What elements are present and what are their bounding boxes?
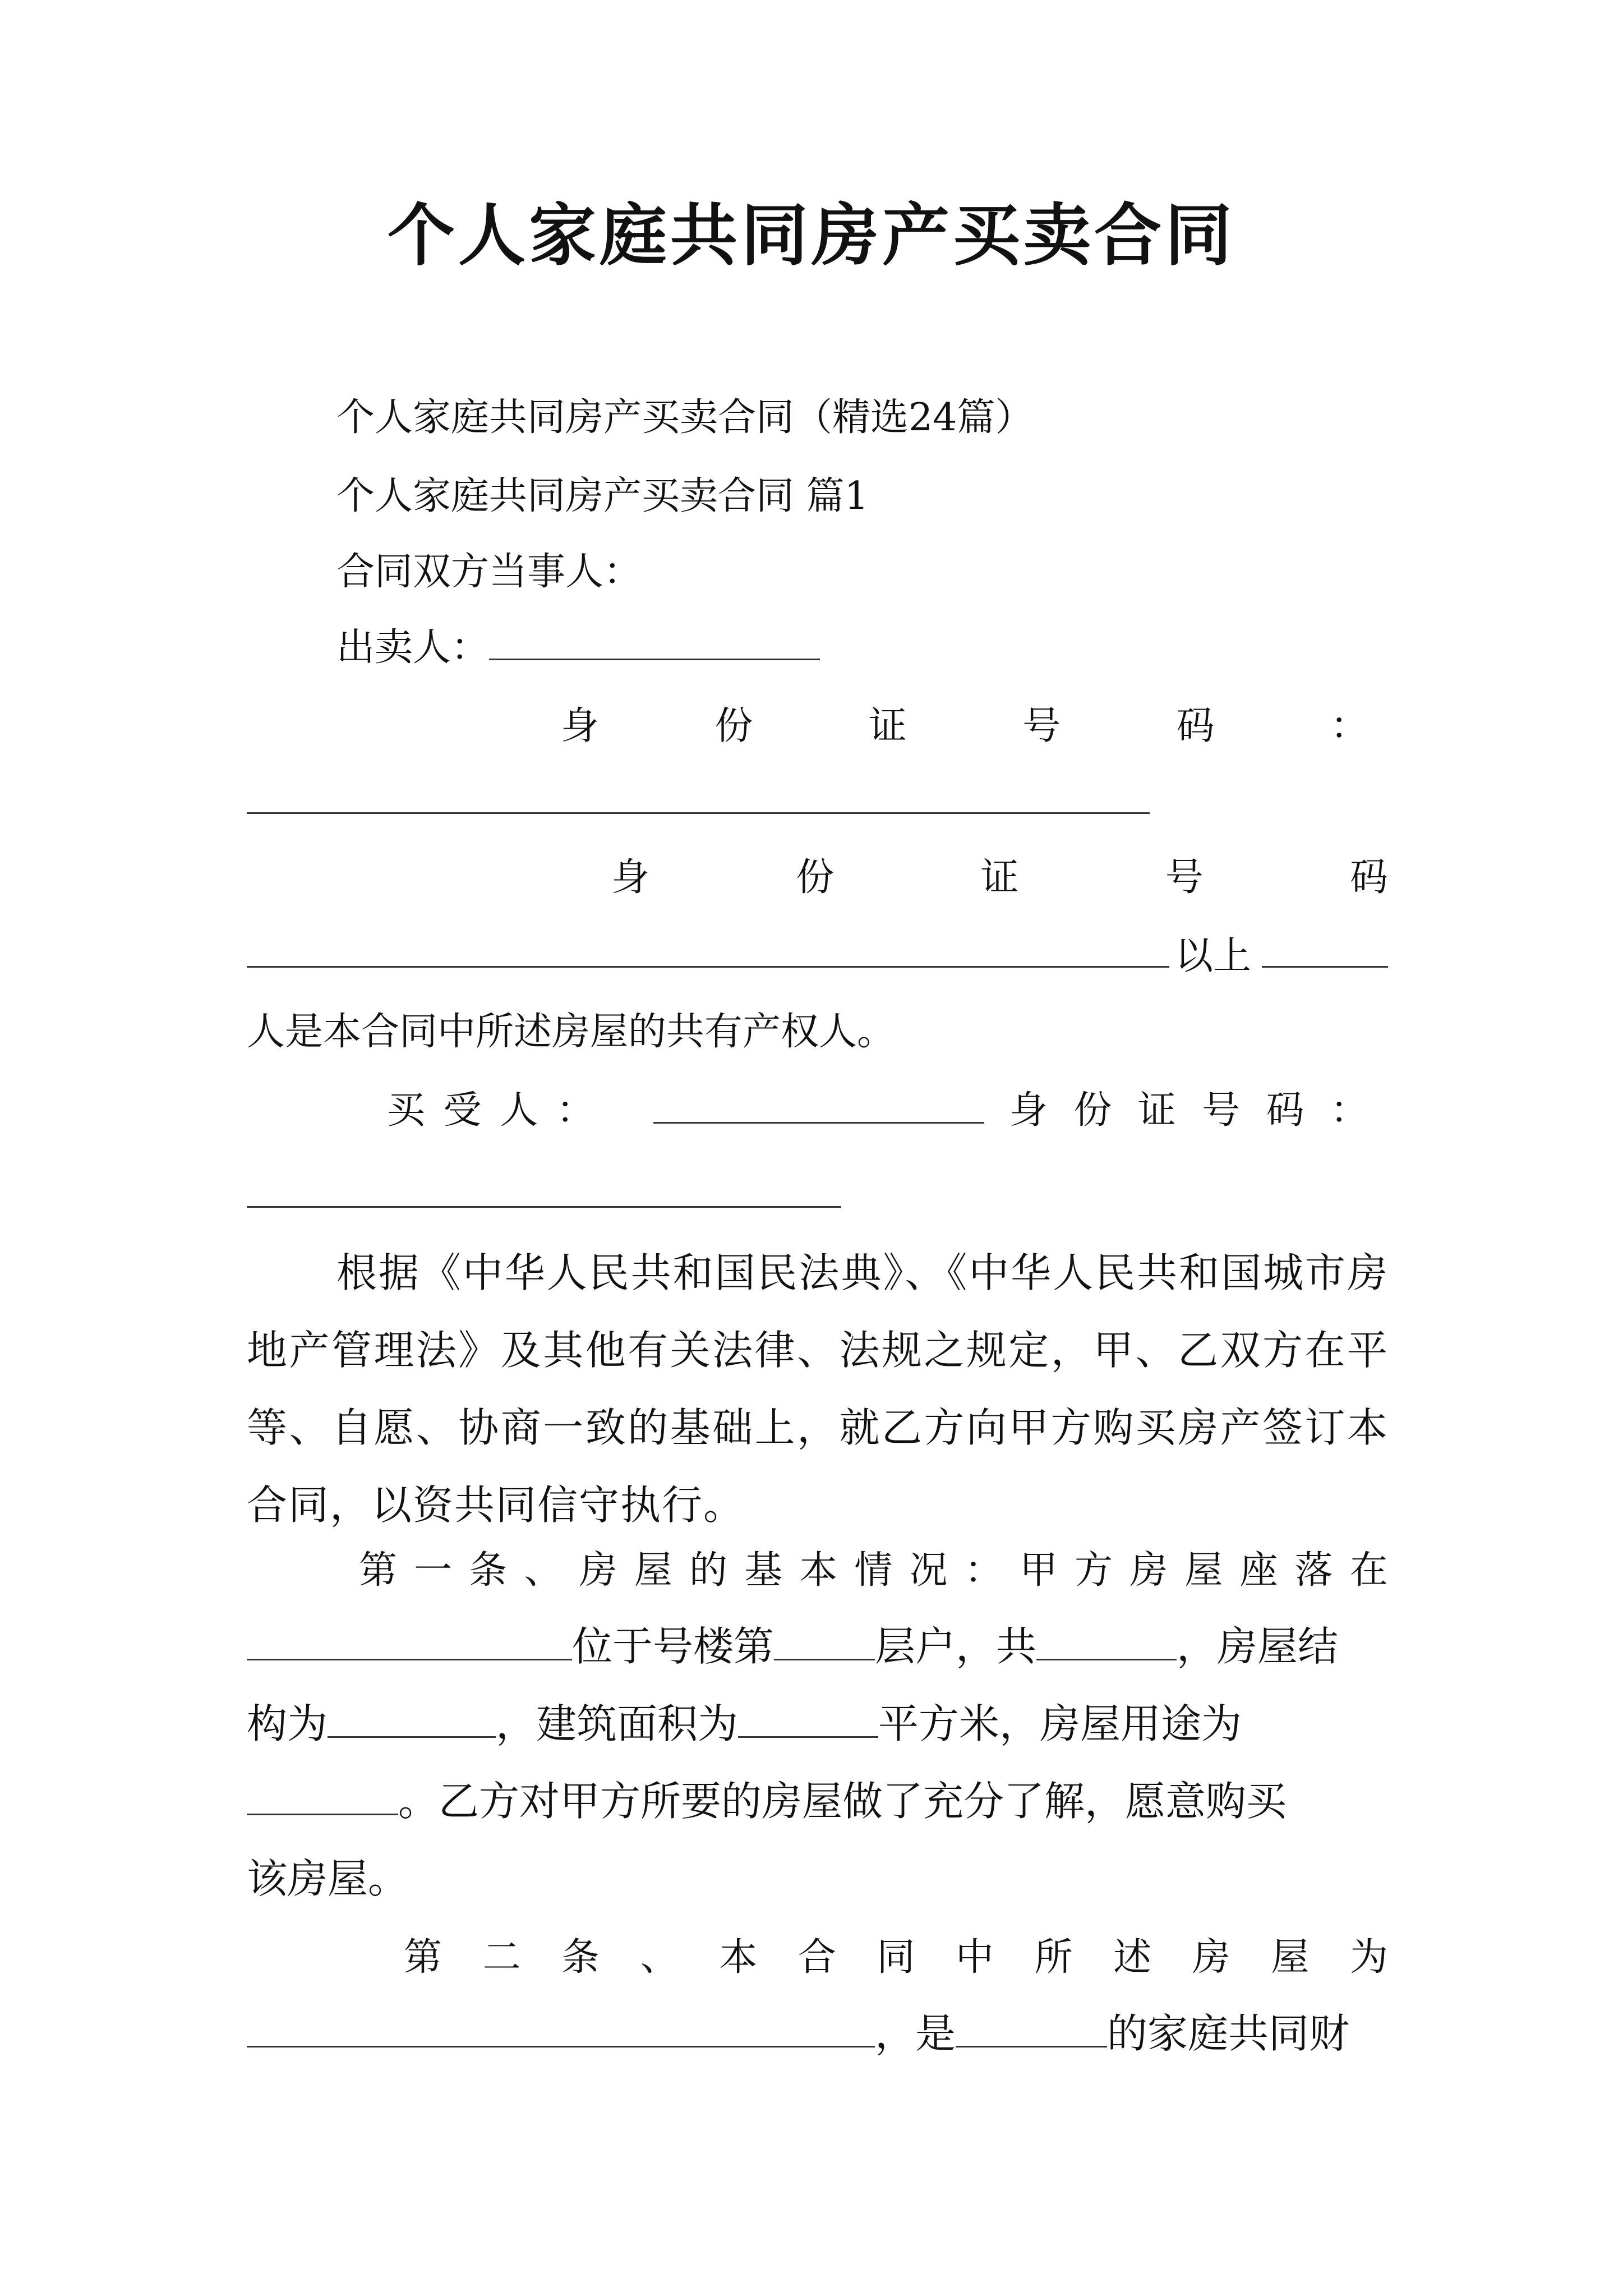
seller-line (336, 623, 820, 673)
article-char: 第 (359, 1548, 398, 1593)
article-char: 情 (854, 1548, 893, 1593)
document-subtitle: 个人家庭共同房产买卖合同（精选24篇） (336, 395, 1034, 440)
id-char: 身 (611, 855, 650, 900)
usage-blank (247, 1779, 398, 1815)
seller-name-blank (489, 624, 820, 660)
id-char: 证 (980, 855, 1019, 900)
id-char: 码 (1176, 704, 1215, 748)
article-char: 方 (1075, 1548, 1113, 1593)
article1-text: 平方米，房屋用途为 (878, 1700, 1242, 1747)
buyer-char: ： (556, 1088, 594, 1133)
law-basis-paragraph: 根据《中华人民共和国民法典》、《中华人民共和国城市房地产管理法》及其他有关法律、法规之规定，甲、乙双方在平等、自愿、协商一致的基础上，就乙方向甲方购买房产签订本合同，以资共同信守执行。 (247, 1249, 1389, 1529)
article-char: 屋 (634, 1548, 672, 1593)
article1-heading (359, 1545, 1388, 1596)
buyer-char: 人 (500, 1088, 538, 1133)
seller-label: 出卖人： (336, 625, 490, 670)
article-char: 二 (482, 1935, 521, 1980)
article1-text: ，房屋结 (1177, 1623, 1339, 1670)
seller-id-blank (247, 812, 1150, 814)
article-char: 本 (799, 1548, 838, 1593)
article-char: 一 (414, 1548, 453, 1593)
article1-text: 位于号楼第 (572, 1623, 774, 1670)
total-floors-blank (1036, 1624, 1177, 1660)
article-char: 述 (1113, 1935, 1152, 1980)
article-char: 的 (689, 1548, 727, 1593)
article-char: 条 (469, 1548, 508, 1593)
id-char: 号 (1022, 704, 1061, 748)
article1-line2 (247, 1621, 1338, 1672)
floor-blank (774, 1624, 875, 1660)
location-blank (247, 1624, 572, 1660)
co-owner-count-blank (1262, 966, 1388, 968)
id-char: 份 (714, 704, 753, 748)
buyer-label (387, 1085, 594, 1136)
buyer-name-blank (653, 1122, 984, 1124)
id-char: 身 (561, 704, 600, 748)
co-owner-statement: 人是本合同中所述房屋的共有产权人。 (247, 1010, 896, 1054)
article-char: 基 (744, 1548, 783, 1593)
article1-line4 (247, 1776, 1287, 1826)
buyer-id-blank (247, 1206, 841, 1208)
article-char: 合 (797, 1935, 836, 1980)
article1-line3 (247, 1699, 1242, 1749)
article-char: 屋 (1184, 1548, 1223, 1593)
id-char: 码 (1349, 855, 1388, 900)
article1-text: ，建筑面积为 (496, 1700, 739, 1747)
above-label: 以上 (1175, 934, 1252, 978)
id-char: 证 (868, 704, 907, 748)
id-char: 号 (1202, 1088, 1241, 1133)
id-char: ： (1330, 704, 1368, 748)
article1-text: 。乙方对甲方所要的房屋做了充分了解，愿意购买 (398, 1778, 1287, 1825)
seller-id-label (561, 701, 1368, 752)
id-char: ： (1330, 1088, 1368, 1133)
article2-heading (404, 1932, 1388, 1983)
id-char: 份 (1073, 1088, 1112, 1133)
article2-text: 的家庭共同财 (1107, 2010, 1350, 2057)
area-blank (738, 1701, 878, 1738)
co-owner-id-label (611, 853, 1388, 903)
article-char: 房 (1192, 1935, 1230, 1980)
structure-blank (328, 1701, 496, 1738)
article-char: 在 (1349, 1548, 1388, 1593)
article-char: 座 (1239, 1548, 1278, 1593)
id-char: 份 (796, 855, 834, 900)
article-char: 屋 (1271, 1935, 1310, 1980)
article1-text: 构为 (247, 1700, 328, 1747)
id-char: 证 (1137, 1088, 1176, 1133)
article-char: 甲 (1019, 1548, 1058, 1593)
article-char: 为 (1349, 1935, 1388, 1980)
article1-text: 层户，共 (875, 1623, 1037, 1670)
article-char: 中 (956, 1935, 994, 1980)
section-heading: 个人家庭共同房产买卖合同 篇1 (336, 474, 869, 518)
article1-line5: 该房屋。 (247, 1855, 409, 1902)
article2-text: ，是 (875, 2010, 956, 2057)
article-char: 况 (909, 1548, 948, 1593)
article-char: 、 (640, 1935, 679, 1980)
article-char: 本 (719, 1935, 758, 1980)
id-char: 码 (1266, 1088, 1304, 1133)
buyer-char: 买 (387, 1088, 426, 1133)
buyer-char: 受 (443, 1088, 482, 1133)
document-title: 个人家庭共同房产买卖合同 (388, 196, 1235, 275)
article-char: 、 (524, 1548, 562, 1593)
article-char: 所 (1034, 1935, 1073, 1980)
article-char: ： (964, 1548, 1003, 1593)
co-owner-id-blank (247, 966, 1169, 968)
owner-blank (956, 2011, 1107, 2047)
buyer-id-label (1009, 1085, 1368, 1136)
article-char: 第 (404, 1935, 442, 1980)
property-blank (247, 2011, 875, 2047)
article2-line2 (247, 2008, 1349, 2059)
id-char: 身 (1009, 1088, 1048, 1133)
article-char: 落 (1294, 1548, 1333, 1593)
article-char: 同 (877, 1935, 915, 1980)
article-char: 条 (561, 1935, 600, 1980)
article-char: 房 (579, 1548, 617, 1593)
parties-label: 合同双方当事人： (336, 550, 642, 594)
id-char: 号 (1165, 855, 1204, 900)
article-char: 房 (1129, 1548, 1168, 1593)
